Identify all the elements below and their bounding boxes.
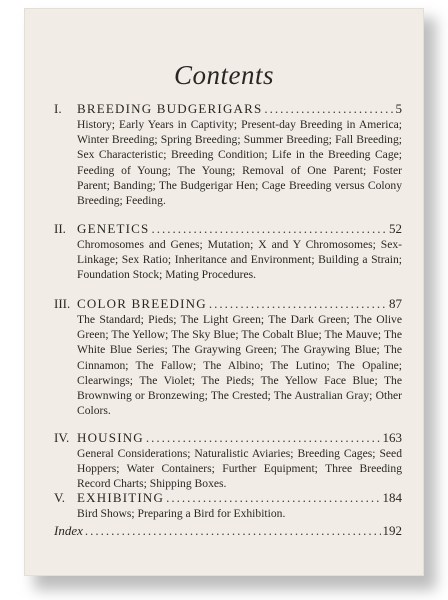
index-label: Index <box>54 523 83 538</box>
index-page: 192 <box>382 523 402 538</box>
chapter-page: 52 <box>389 221 402 236</box>
toc-entry-header <box>54 295 402 312</box>
contents-title: Contents <box>173 60 274 90</box>
toc-entry-breeding <box>54 100 402 208</box>
chapter-page: 184 <box>382 490 402 505</box>
dot-leader <box>151 220 387 237</box>
chapter-title: HOUSING <box>77 430 144 445</box>
chapter-number: III. <box>54 296 71 311</box>
chapter-number: V. <box>54 490 65 505</box>
chapter-title: EXHIBITING <box>77 490 165 505</box>
dot-leader <box>166 489 380 506</box>
chapter-page: 5 <box>395 101 402 116</box>
chapter-title: BREEDING BUDGERIGARS <box>77 101 263 116</box>
chapter-topics: The Standard; Pieds; The Light Green; The Dark Green; The Olive Green; The Yellow; The Sky Blue; The Cobalt Blue; The Mauve; The White Blue Series; The Graywing Green; The Graywing Blue; The Cinnamon; The Fallow; The Albino; The Lutino; The Opaline; Clearwings; The Violet; The Pieds; The Yellow Face Blue; The Brownwing or Bronzewing; The Crested; The Australian Gray; Other Colors. <box>77 313 402 418</box>
toc-entry-color-breeding <box>54 295 402 418</box>
toc-entry-header <box>54 429 402 446</box>
chapter-topics: General Considerations; Naturalistic Aviaries; Breeding Cages; Seed Hoppers; Water Containers; Further Equipment; Three Breeding Record Charts; Shipping Boxes. <box>77 447 402 491</box>
chapter-topics: Bird Shows; Preparing a Bird for Exhibition. <box>77 507 286 520</box>
chapter-title: COLOR BREEDING <box>77 296 207 311</box>
chapter-title: GENETICS <box>77 221 150 236</box>
toc-entry-exhibiting <box>54 489 402 521</box>
dot-leader <box>264 100 393 117</box>
chapter-number: I. <box>54 101 62 116</box>
toc-entry-header <box>54 100 402 117</box>
chapter-number: II. <box>54 221 66 236</box>
dot-leader <box>146 429 381 446</box>
chapter-topics: Chromosomes and Genes; Mutation; X and Y Chromosomes; Sex-Linkage; Sex Ratio; Inheritance and Environment; Building a Strain; Foundation Stock; Mating Procedures. <box>77 238 402 282</box>
chapter-topics: History; Early Years in Captivity; Present-day Breeding in America; Winter Breeding; Spring Breeding; Summer Breeding; Fall Breeding; Sex Characteristic; Breeding Condition; Life in the Breeding Cage; Feeding of Young; The Young; Removal of One Parent; Foster Parent; Banding; The Budgerigar Hen; Cage Breeding versus Colony Breeding; Feeding. <box>77 118 402 208</box>
toc-entry-index <box>54 522 402 539</box>
toc-entry-header <box>54 522 402 539</box>
chapter-page: 163 <box>382 430 402 445</box>
dot-leader <box>85 522 381 539</box>
toc-entry-housing <box>54 429 402 492</box>
chapter-number: IV. <box>54 430 70 445</box>
book-page <box>24 8 424 576</box>
toc-entry-header <box>54 489 402 506</box>
toc-entry-genetics <box>54 220 402 283</box>
toc-entry-header <box>54 220 402 237</box>
dot-leader <box>209 295 387 312</box>
chapter-page: 87 <box>389 296 402 311</box>
